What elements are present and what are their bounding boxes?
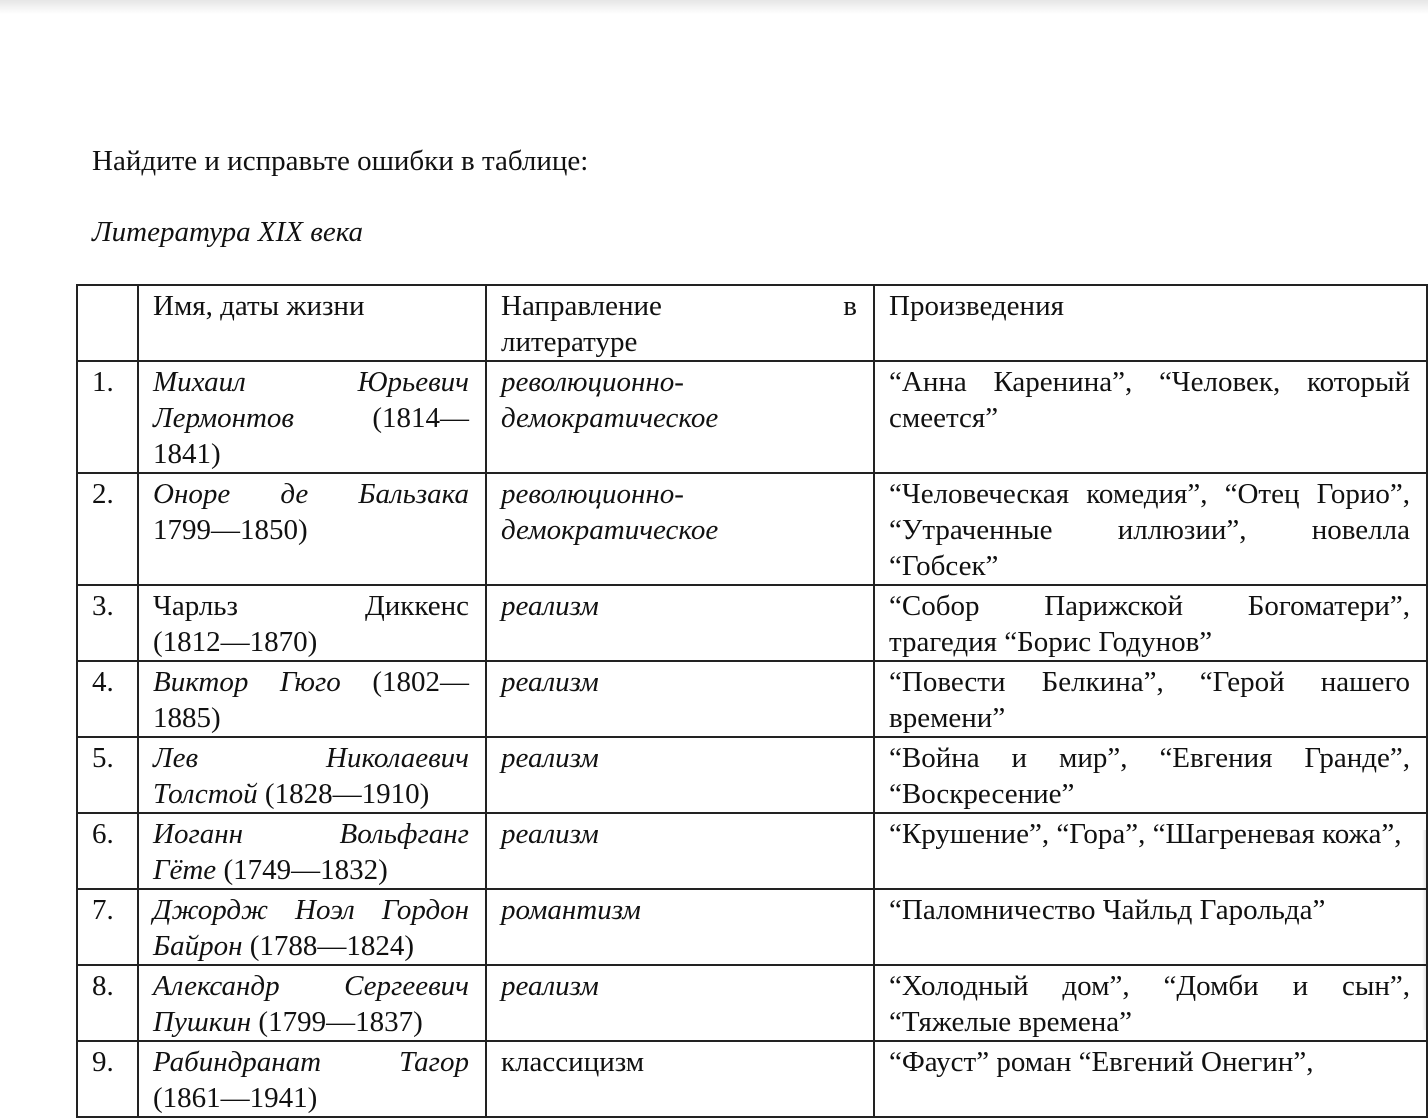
author-dates: (1788—1824) — [242, 930, 415, 962]
header-direction-line2: литературе — [501, 326, 638, 358]
direction-cell: классицизм — [486, 1041, 874, 1117]
author-cell — [138, 1041, 486, 1117]
author-dates: (1861—1941) — [153, 1082, 318, 1114]
author-name: Рабиндранат Тагор — [153, 1046, 469, 1078]
row-number: 4. — [77, 661, 138, 737]
direction-cell: реализм — [486, 965, 874, 1041]
row-number: 9. — [77, 1041, 138, 1117]
header-num — [77, 285, 138, 361]
direction-line: революционно- — [501, 478, 684, 510]
author-dates: (1812—1870) — [153, 626, 318, 658]
table-row — [77, 661, 1427, 737]
header-name: Имя, даты жизни — [138, 285, 486, 361]
direction-cell — [486, 473, 874, 585]
table-row — [77, 473, 1427, 585]
row-number: 3. — [77, 585, 138, 661]
row-number: 5. — [77, 737, 138, 813]
works-cell: “Собор Парижской Богоматери”, трагедия “Борис Годунов” — [874, 585, 1427, 661]
author-name: Оноре де Бальзака — [153, 478, 469, 510]
works-cell: “Крушение”, “Гора”, “Шагреневая кожа”, — [874, 813, 1427, 889]
author-cell — [138, 813, 486, 889]
author-name: Джордж Ноэл Гордон — [153, 894, 469, 926]
author-name: Иоганн Вольфганг — [153, 818, 469, 850]
author-dates: (1802— — [340, 666, 469, 698]
table-row — [77, 965, 1427, 1041]
scan-top-shadow — [0, 0, 1428, 14]
works-cell: “Война и мир”, “Евгения Гранде”, “Воскресение” — [874, 737, 1427, 813]
row-number: 7. — [77, 889, 138, 965]
author-dates: (1814— — [294, 402, 469, 434]
works-cell: “Анна Каренина”, “Человек, который смеется” — [874, 361, 1427, 473]
author-cell — [138, 737, 486, 813]
table-row — [77, 585, 1427, 661]
author-name: Александр Сергеевич — [153, 970, 469, 1002]
direction-cell: реализм — [486, 813, 874, 889]
works-cell: “Человеческая комедия”, “Отец Горио”, “Утраченные иллюзии”, новелла “Гобсек” — [874, 473, 1427, 585]
author-dates: 1799—1850) — [153, 514, 308, 546]
header-direction-preposition: в — [843, 290, 857, 322]
table-row — [77, 361, 1427, 473]
author-name: Виктор Гюго — [153, 666, 341, 698]
works-cell: “Повести Белкина”, “Герой нашего времени” — [874, 661, 1427, 737]
author-cell — [138, 473, 486, 585]
author-cell — [138, 661, 486, 737]
author-cell — [138, 965, 486, 1041]
author-dates-end: 1841) — [153, 438, 221, 470]
author-surname: Толстой — [153, 778, 258, 810]
row-number: 2. — [77, 473, 138, 585]
author-surname: Байрон — [153, 930, 243, 962]
header-works: Произведения — [874, 285, 1427, 361]
table-row — [77, 889, 1427, 965]
direction-cell: реализм — [486, 737, 874, 813]
table-row — [77, 1041, 1427, 1117]
header-direction-word: Направление — [501, 290, 662, 322]
author-cell — [138, 889, 486, 965]
row-number: 1. — [77, 361, 138, 473]
author-surname: Пушкин — [153, 1006, 252, 1038]
direction-line: революционно- — [501, 366, 684, 398]
works-cell: “Паломничество Чайльд Гарольда” — [874, 889, 1427, 965]
direction-cell — [486, 361, 874, 473]
author-name: Михаил Юрьевич — [153, 366, 469, 398]
direction-cell: романтизм — [486, 889, 874, 965]
direction-cell: реализм — [486, 585, 874, 661]
author-cell — [138, 585, 486, 661]
direction-line: демократическое — [501, 402, 719, 434]
author-dates-end: 1885) — [153, 702, 221, 734]
literature-table — [76, 284, 1428, 1118]
table-row — [77, 737, 1427, 813]
header-direction — [486, 285, 874, 361]
row-number: 6. — [77, 813, 138, 889]
works-cell: “Фауст” роман “Евгений Онегин”, — [874, 1041, 1427, 1117]
author-surname: Лермонтов — [153, 402, 294, 434]
works-cell: “Холодный дом”, “Домби и сын”, “Тяжелые времена” — [874, 965, 1427, 1041]
task-instruction: Найдите и исправьте ошибки в таблице: — [92, 145, 589, 177]
direction-cell: реализм — [486, 661, 874, 737]
author-name: Лев Николаевич — [153, 742, 469, 774]
author-dates: (1799—1837) — [251, 1006, 423, 1038]
row-number: 8. — [77, 965, 138, 1041]
author-cell — [138, 361, 486, 473]
table-header-row — [77, 285, 1427, 361]
author-name: Чарльз Диккенс — [153, 590, 469, 622]
table-row — [77, 813, 1427, 889]
author-surname: Гёте — [153, 854, 217, 886]
author-dates: (1749—1832) — [216, 854, 388, 886]
author-dates: (1828—1910) — [257, 778, 430, 810]
table-caption: Литература XIX века — [92, 216, 364, 248]
direction-line: демократическое — [501, 514, 719, 546]
